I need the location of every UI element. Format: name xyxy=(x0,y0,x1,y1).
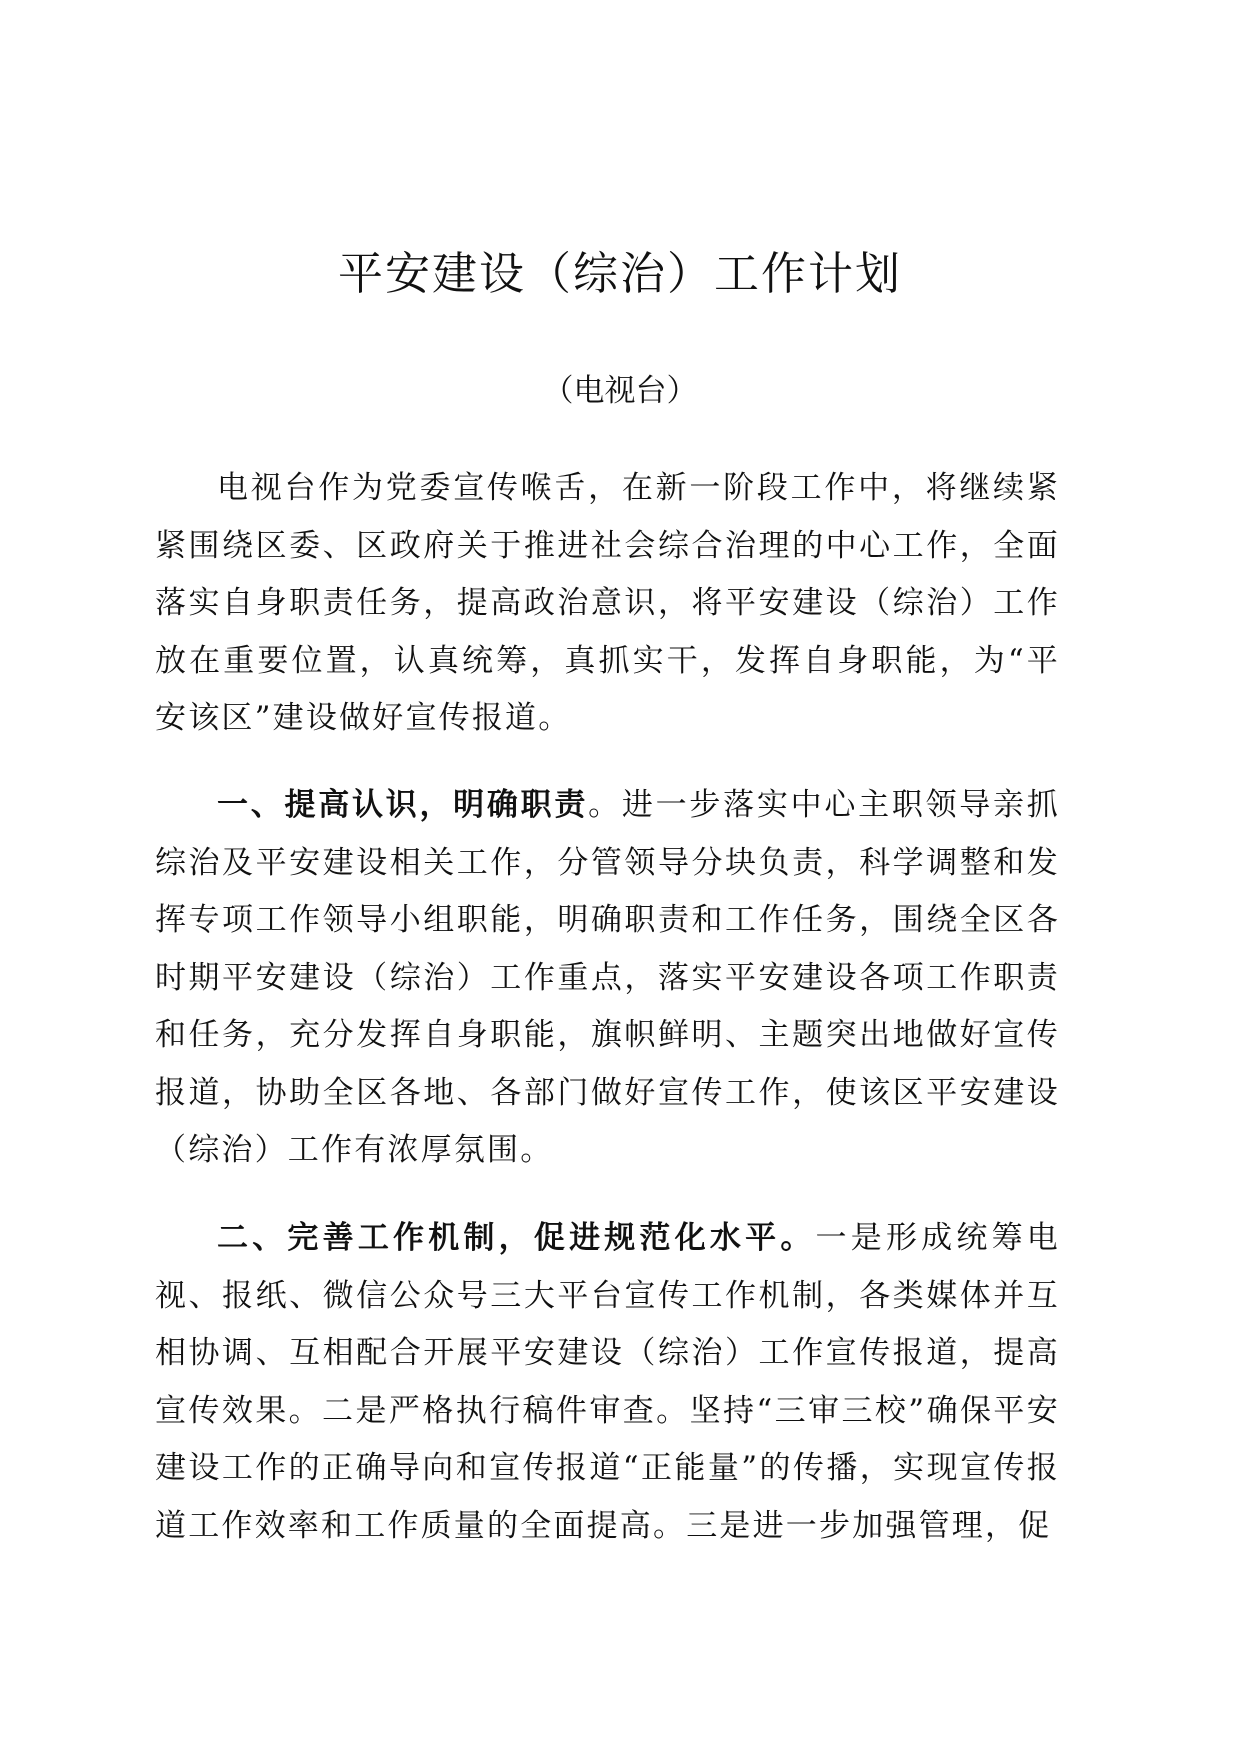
document-subtitle: （电视台） xyxy=(542,373,698,409)
section-2-paragraph xyxy=(155,1210,1060,1555)
section-1-body: 。进一步落实中心主职领导亲抓综治及平安建设相关工作，分管领导分块负责，科学调整和发挥专项工作领导小组职能，明确职责和工作任务，围绕全区各时期平安建设（综治）工作重点，落实平安建设各项工作职责和任务，充分发挥自身职能，旗帜鲜明、主题突出地做好宣传报道，协助全区各地、各部门做好宣传工作，使该区平安建设（综治）工作有浓厚氛围。 xyxy=(155,787,1060,1168)
intro-paragraph: 电视台作为党委宣传喉舌，在新一阶段工作中，将继续紧紧围绕区委、区政府关于推进社会综合治理的中心工作，全面落实自身职责任务，提高政治意识，将平安建设（综治）工作放在重要位置，认真统筹，真抓实干，发挥自身职能，为“平安该区”建设做好宣传报道。 xyxy=(155,470,1060,736)
section-2-body: 一是形成统筹电视、报纸、微信公众号三大平台宣传工作机制，各类媒体并互相协调、互相配合开展平安建设（综治）工作宣传报道，提高宣传效果。二是严格执行稿件审查。坚持“三审三校”确保平安建设工作的正确导向和宣传报道“正能量”的传播，实现宣传报道工作效率和工作质量的全面提高。三是进一步加强管理，促 xyxy=(155,1220,1060,1544)
document-title: 平安建设（综治）工作计划 xyxy=(337,247,902,300)
section-1-paragraph xyxy=(155,777,1060,1180)
section-1-heading: 一、提高认识，明确职责 xyxy=(217,787,589,823)
section-2-heading: 二、完善工作机制，促进规范化水平。 xyxy=(217,1220,816,1256)
